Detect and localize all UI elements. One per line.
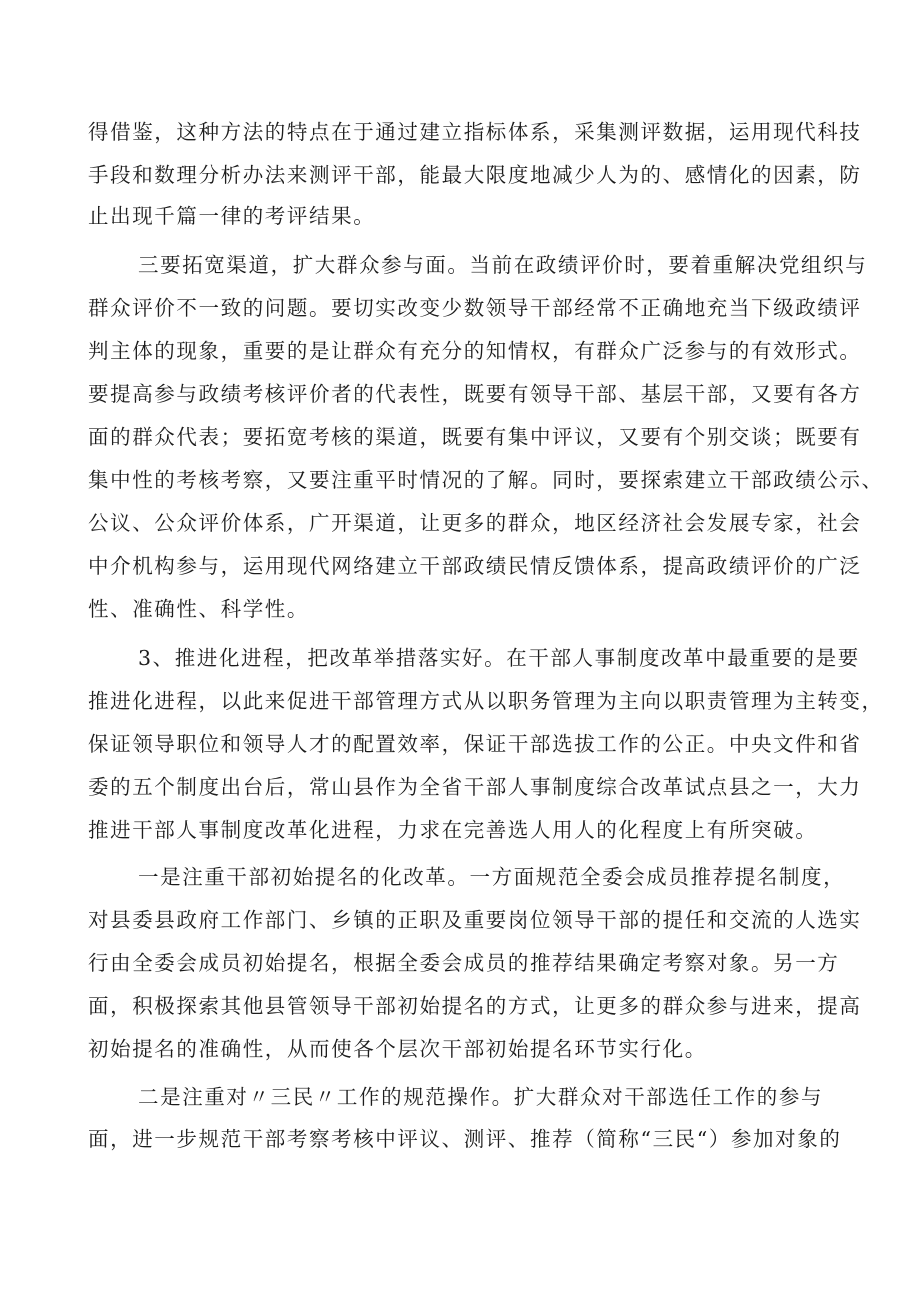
text-line: 手段和数理分析办法来测评干部，能最大限度地减少人为的、感情化的因素，防 [88, 163, 862, 187]
text-line: 对县委县政府工作部门、乡镇的正职及重要岗位领导干部的提任和交流的人选实 [88, 908, 862, 932]
paragraph-start-line: 一是注重干部初始提名的化改革。一方面规范全委会成员推荐提名制度， [138, 865, 846, 889]
text-line: 性、准确性、科学性。 [88, 597, 309, 621]
text-line: 判主体的现象，重要的是让群众有充分的知情权，有群众广泛参与的有效形式。 [88, 339, 862, 363]
paragraph-start-line: 3、推进化进程，把改革举措落实好。在干部人事制度改革中最重要的是要 [138, 646, 860, 670]
text-line: 集中性的考核考察，又要注重平时情况的了解。同时，要探索建立干部政绩公示、 [88, 468, 884, 492]
text-line: 群众评价不一致的问题。要切实改变少数领导干部经常不正确地充当下级政绩评 [88, 296, 862, 320]
text-line: 中介机构参与，运用现代网络建立干部政绩民情反馈体系，提高政绩评价的广泛 [88, 554, 862, 578]
text-line: 要提高参与政绩考核评价者的代表性，既要有领导干部、基层干部，又要有各方 [88, 382, 862, 406]
paragraph-start-line: 二是注重对〃三民〃工作的规范操作。扩大群众对干部选任工作的参与 [138, 1085, 824, 1109]
text-line: 面，积极探索其他县管领导干部初始提名的方式，让更多的群众参与进来，提高 [88, 994, 862, 1018]
paragraph-start-line: 三要拓宽渠道，扩大群众参与面。当前在政绩评价时，要着重解决党组织与 [138, 253, 868, 277]
text-line: 初始提名的准确性，从而使各个层次干部初始提名环节实行化。 [88, 1037, 707, 1061]
text-line: 面的群众代表；要拓宽考核的渠道，既要有集中评议，又要有个别交谈；既要有 [88, 425, 862, 449]
text-line: 推进化进程，以此来促进干部管理方式从以职务管理为主向以职责管理为主转变， [88, 689, 884, 713]
text-line: 公议、公众评价体系，广开渠道，让更多的群众，地区经济社会发展专家，社会 [88, 511, 862, 535]
text-line: 行由全委会成员初始提名，根据全委会成员的推荐结果确定考察对象。另一方 [88, 951, 840, 975]
text-line: 面，进一步规范干部考察考核中评议、测评、推荐（简称“三民“）参加对象的 [88, 1127, 842, 1151]
text-line: 止出现千篇一律的考评结果。 [88, 204, 376, 228]
text-line: 得借鉴，这种方法的特点在于通过建立指标体系，采集测评数据，运用现代科技 [88, 120, 862, 144]
text-line: 推进干部人事制度改革化进程，力求在完善选人用人的化程度上有所突破。 [88, 818, 818, 842]
text-line: 保证领导职位和领导人才的配置效率，保证干部选拔工作的公正。中央文件和省 [88, 732, 862, 756]
text-line: 委的五个制度出台后，常山县作为全省干部人事制度综合改革试点县之一，大力 [88, 775, 862, 799]
